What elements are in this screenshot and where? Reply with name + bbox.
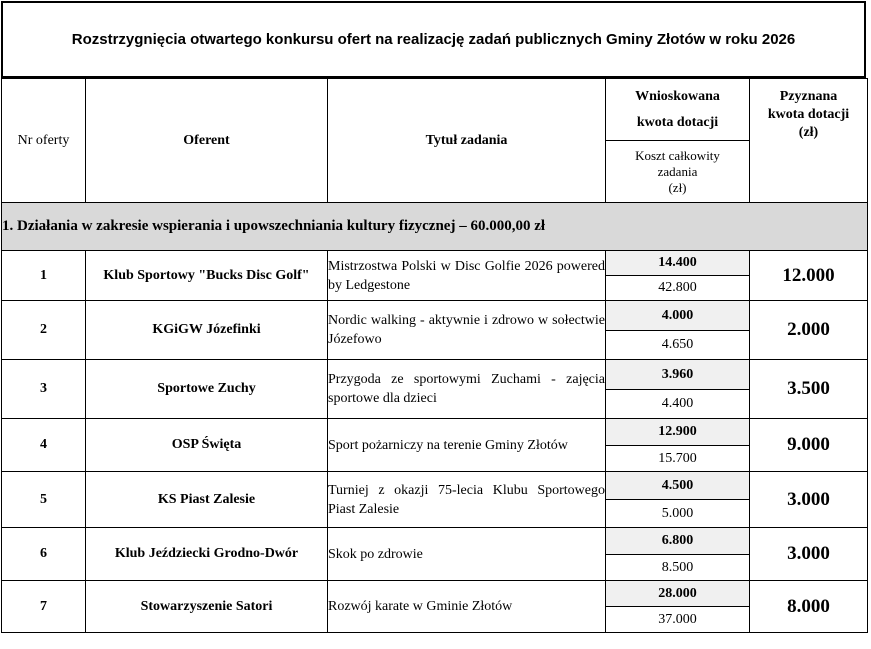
- row-number: 5: [2, 472, 86, 528]
- header-koszt-line1: Koszt całkowity: [635, 147, 720, 163]
- header-przyznana-line1: Pzyznana: [779, 88, 838, 104]
- row-oferent: KGiGW Józefinki: [86, 301, 328, 360]
- header-koszt: [606, 141, 750, 203]
- row-przyznana: 2.000: [750, 301, 868, 360]
- row-wnioskowana: 14.400: [606, 251, 750, 276]
- table-row: [2, 301, 868, 331]
- row-wnioskowana: 3.960: [606, 360, 750, 390]
- row-wnioskowana: 12.900: [606, 419, 750, 446]
- header-koszt-line2: zadania: [657, 163, 698, 179]
- row-przyznana: 8.000: [750, 581, 868, 633]
- header-oferent: Oferent: [86, 79, 328, 203]
- row-number: 3: [2, 360, 86, 419]
- document-title: Rozstrzygnięcia otwartego konkursu ofert na realizację zadań publicznych Gminy Złotów w roku 2026: [1, 1, 866, 78]
- row-tytul: Turniej z okazji 75-lecia Klubu Sportowego Piast Zalesie: [328, 472, 606, 528]
- row-number: 2: [2, 301, 86, 360]
- row-number: 7: [2, 581, 86, 633]
- row-oferent: Sportowe Zuchy: [86, 360, 328, 419]
- section-heading: 1. Działania w zakresie wspierania i upowszechniania kultury fizycznej – 60.000,00 zł: [2, 203, 868, 251]
- table-row: [2, 251, 868, 276]
- row-tytul: Mistrzostwa Polski w Disc Golfie 2026 powered by Ledgestone: [328, 251, 606, 301]
- header-wnioskowana-line2: kwota dotacji: [636, 114, 719, 130]
- row-przyznana: 3.000: [750, 472, 868, 528]
- row-koszt: 5.000: [606, 500, 750, 528]
- header-przyznana-line3: (zł): [798, 124, 819, 140]
- row-przyznana: 3.500: [750, 360, 868, 419]
- row-number: 6: [2, 528, 86, 581]
- row-przyznana: 9.000: [750, 419, 868, 472]
- table-row: [2, 360, 868, 390]
- row-wnioskowana: 6.800: [606, 528, 750, 555]
- row-number: 1: [2, 251, 86, 301]
- row-tytul: Skok po zdrowie: [328, 528, 606, 581]
- row-oferent: Klub Sportowy "Bucks Disc Golf": [86, 251, 328, 301]
- header-wnioskowana: [606, 79, 750, 141]
- header-koszt-line3: (zł): [668, 179, 687, 195]
- row-wnioskowana: 28.000: [606, 581, 750, 607]
- table-row: [2, 528, 868, 555]
- row-tytul: Sport pożarniczy na terenie Gminy Złotów: [328, 419, 606, 472]
- row-przyznana: 12.000: [750, 251, 868, 301]
- row-number: 4: [2, 419, 86, 472]
- row-przyznana: 3.000: [750, 528, 868, 581]
- row-oferent: OSP Święta: [86, 419, 328, 472]
- row-koszt: 42.800: [606, 276, 750, 301]
- row-koszt: 15.700: [606, 446, 750, 472]
- row-koszt: 37.000: [606, 607, 750, 633]
- row-koszt: 4.400: [606, 390, 750, 419]
- table-row: [2, 472, 868, 500]
- table-row: [2, 581, 868, 607]
- row-oferent: Klub Jeździecki Grodno-Dwór: [86, 528, 328, 581]
- row-koszt: 8.500: [606, 555, 750, 581]
- row-oferent: KS Piast Zalesie: [86, 472, 328, 528]
- row-tytul: Rozwój karate w Gminie Złotów: [328, 581, 606, 633]
- header-nr: Nr oferty: [2, 79, 86, 203]
- row-wnioskowana: 4.000: [606, 301, 750, 331]
- header-przyznana-line2: kwota dotacji: [767, 106, 850, 122]
- table-row: [2, 419, 868, 446]
- results-table: [1, 78, 868, 633]
- header-wnioskowana-line1: Wnioskowana: [635, 88, 720, 104]
- row-wnioskowana: 4.500: [606, 472, 750, 500]
- row-koszt: 4.650: [606, 331, 750, 360]
- row-tytul: Nordic walking - aktywnie i zdrowo w sołectwie Józefowo: [328, 301, 606, 360]
- row-oferent: Stowarzyszenie Satori: [86, 581, 328, 633]
- row-tytul: Przygoda ze sportowymi Zuchami - zajęcia sportowe dla dzieci: [328, 360, 606, 419]
- header-przyznana: [750, 79, 868, 203]
- header-tytul: Tytuł zadania: [328, 79, 606, 203]
